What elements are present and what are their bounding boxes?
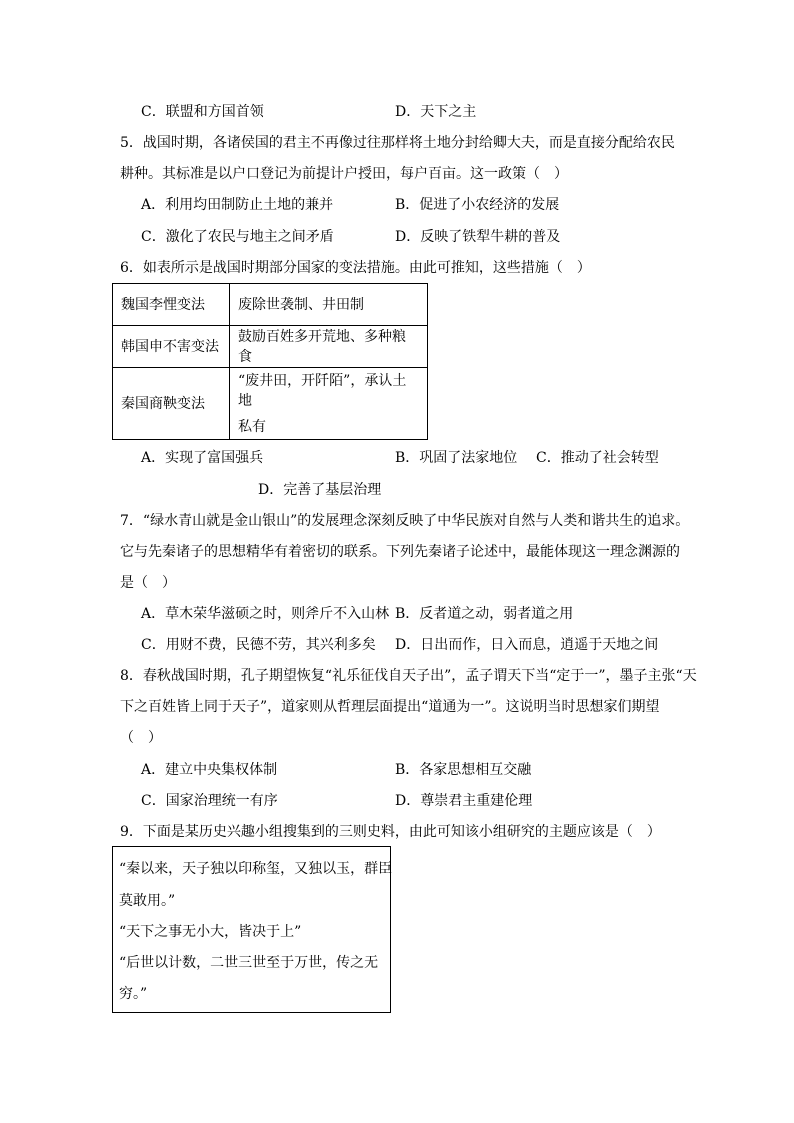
q8-option-d: D．尊崇君主重建伦理 — [395, 793, 533, 809]
q8-stem-line1: 8．春秋战国时期，孔子期望恢复“礼乐征伐自天子出”，孟子谓天下当“定于一”，墨子主张“天 — [120, 668, 697, 684]
q5-stem-line1: 5．战国时期，各诸侯国的君主不再像过往那样将土地分封给卿大夫，而是直接分配给农民 — [120, 135, 675, 151]
q6-option-d: D．完善了基层治理 — [258, 482, 382, 498]
table-cell-measure: 废除世袭制、井田制 — [230, 284, 428, 326]
q7-stem-line3: 是（ ） — [120, 575, 176, 591]
q8-option-b: B．各家思想相互交融 — [395, 762, 532, 778]
q7-option-a: A．草木荣华滋硕之时，则斧斤不入山林 — [141, 606, 390, 622]
q7-stem-line2: 它与先秦诸子的思想精华有着密切的联系。下列先秦诸子论述中，最能体现这一理念渊源的 — [120, 544, 680, 560]
q6-option-b: B．巩固了法家地位 — [395, 450, 518, 466]
table-row — [113, 284, 428, 326]
source-line: “天下之事无小大，皆决于上” — [119, 924, 302, 940]
q5-stem-line2: 耕种。其标准是以户口登记为前提计户授田，每户百亩。这一政策（ ） — [120, 166, 568, 182]
q7-option-d: D．日出而作，日入而息，逍遥于天地之间 — [395, 637, 659, 653]
q7-option-b: B．反者道之动，弱者道之用 — [395, 606, 574, 622]
table-cell-state: 魏国李悝变法 — [113, 284, 230, 326]
measure-line: 私有 — [238, 418, 266, 435]
q6-option-a: A．实现了富国强兵 — [141, 450, 264, 466]
source-line: 穷。” — [119, 986, 148, 1002]
measure-line: “废井田，开阡陌”，承认土地 — [238, 372, 407, 409]
table-row — [113, 368, 428, 440]
source-line: “秦以来，天子独以印称玺，又独以玉，群臣 — [119, 861, 393, 877]
source-line: 莫敢用。” — [119, 893, 176, 909]
q8-option-c: C．国家治理统一有序 — [141, 793, 278, 809]
table-cell-measure: 鼓励百姓多开荒地、多种粮食 — [230, 326, 428, 368]
q9-source-box — [112, 846, 391, 1013]
source-line: “后世以计数，二世三世至于万世，传之无 — [119, 955, 379, 971]
q6-reform-table — [112, 283, 428, 440]
q5-option-d: D．反映了铁犁牛耕的普及 — [395, 229, 561, 245]
table-cell-state: 韩国申不害变法 — [113, 326, 230, 368]
table-cell-state: 秦国商鞅变法 — [113, 368, 230, 440]
q7-option-c: C．用财不费，民德不劳，其兴利多矣 — [141, 637, 376, 653]
q9-stem: 9．下面是某历史兴趣小组搜集到的三则史料，由此可知该小组研究的主题应该是（ ） — [120, 824, 661, 840]
table-cell-measure — [230, 368, 428, 440]
q4-option-d: D．天下之主 — [395, 104, 477, 120]
q5-option-a: A．利用均田制防止土地的兼并 — [141, 197, 334, 213]
q6-option-c: C．推动了社会转型 — [536, 450, 659, 466]
table-row — [113, 326, 428, 368]
q5-option-c: C．激化了农民与地主之间矛盾 — [141, 229, 334, 245]
q5-option-b: B．促进了小农经济的发展 — [395, 197, 560, 213]
q6-stem: 6．如表所示是战国时期部分国家的变法措施。由此可推知，这些措施（ ） — [120, 260, 591, 276]
q4-option-c: C．联盟和方国首领 — [141, 104, 264, 120]
q7-stem-line1: 7．“绿水青山就是金山银山”的发展理念深刻反映了中华民族对自然与人类和谐共生的追求。 — [120, 513, 690, 529]
q8-option-a: A．建立中央集权体制 — [141, 762, 278, 778]
q8-stem-line2: 下之百姓皆上同于天子”，道家则从哲理层面提出“道通为一”。这说明当时思想家们期望 — [120, 699, 660, 715]
q8-stem-line3: （ ） — [120, 730, 162, 746]
